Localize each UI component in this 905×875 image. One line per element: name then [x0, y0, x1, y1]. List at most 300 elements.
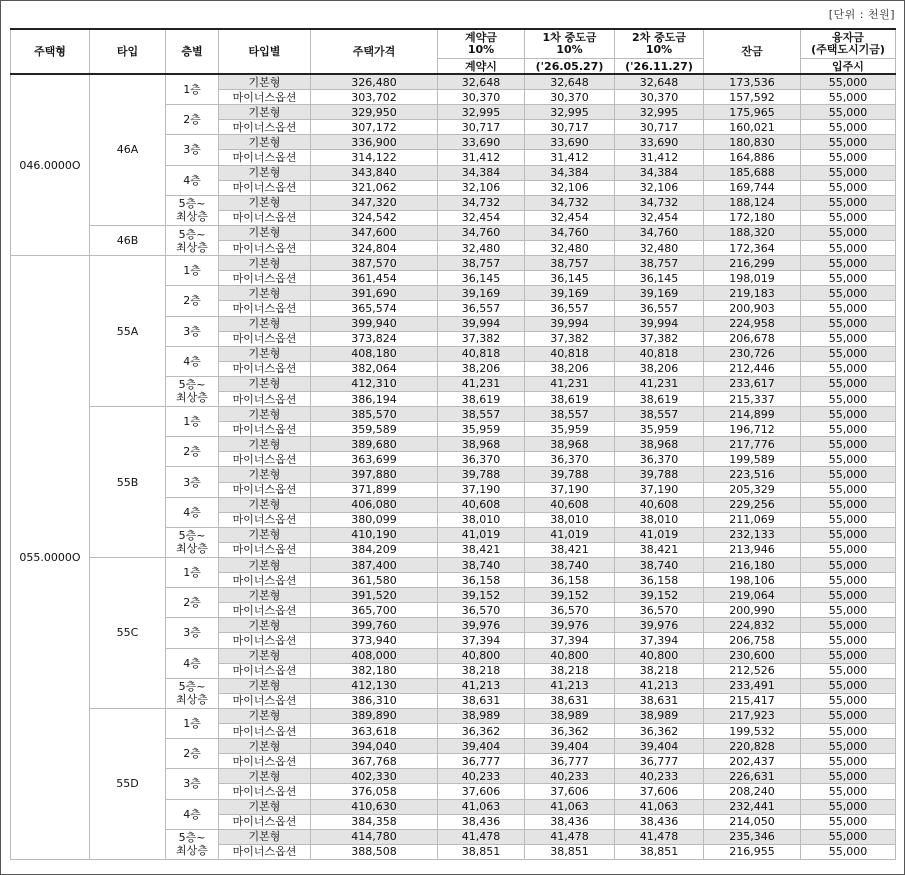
deposit-cell: 35,959	[438, 422, 525, 437]
mid2-cell: 32,480	[615, 241, 704, 256]
deposit-cell: 36,362	[438, 724, 525, 739]
deposit-cell: 37,606	[438, 784, 525, 799]
table-header	[11, 29, 896, 74]
balance-cell: 173,536	[704, 74, 801, 90]
price-cell: 307,172	[311, 120, 438, 135]
price-cell: 376,058	[311, 784, 438, 799]
loan-cell: 55,000	[801, 437, 896, 452]
mid2-cell: 36,362	[615, 724, 704, 739]
header-mid1: 1차 중도금 10%	[525, 29, 615, 59]
header-floor: 층별	[166, 29, 219, 74]
deposit-cell: 34,732	[438, 195, 525, 210]
mid1-cell: 39,169	[525, 286, 615, 301]
mid1-cell: 30,717	[525, 120, 615, 135]
balance-cell: 217,923	[704, 708, 801, 723]
balance-cell: 164,886	[704, 150, 801, 165]
balance-cell: 188,124	[704, 195, 801, 210]
balance-cell: 217,776	[704, 437, 801, 452]
floor-cell: 5층~ 최상층	[166, 829, 219, 859]
deposit-cell: 38,421	[438, 542, 525, 557]
deposit-cell: 34,384	[438, 165, 525, 180]
floor-cell: 1층	[166, 407, 219, 437]
mid1-cell: 38,010	[525, 512, 615, 527]
price-cell: 336,900	[311, 135, 438, 150]
price-cell: 385,570	[311, 407, 438, 422]
mid2-cell: 38,740	[615, 558, 704, 573]
mid1-cell: 37,394	[525, 633, 615, 648]
loan-cell: 55,000	[801, 90, 896, 105]
floor-cell: 5층~ 최상층	[166, 678, 219, 708]
mid2-cell: 37,190	[615, 482, 704, 497]
mid2-cell: 30,370	[615, 90, 704, 105]
loan-cell: 55,000	[801, 135, 896, 150]
mid1-cell: 32,648	[525, 74, 615, 90]
mid1-cell: 41,063	[525, 799, 615, 814]
mid2-cell: 32,995	[615, 105, 704, 120]
loan-cell: 55,000	[801, 391, 896, 406]
deposit-cell: 38,010	[438, 512, 525, 527]
balance-cell: 219,183	[704, 286, 801, 301]
housing-type-cell: 046.0000O	[11, 74, 90, 256]
deposit-cell: 38,206	[438, 361, 525, 376]
balance-cell: 200,990	[704, 603, 801, 618]
balance-cell: 206,758	[704, 633, 801, 648]
balance-cell: 198,019	[704, 271, 801, 286]
mid1-cell: 41,478	[525, 829, 615, 844]
price-cell: 408,180	[311, 346, 438, 361]
price-cell: 367,768	[311, 754, 438, 769]
loan-cell: 55,000	[801, 603, 896, 618]
mid2-cell: 30,717	[615, 120, 704, 135]
balance-cell: 230,600	[704, 648, 801, 663]
deposit-cell: 37,394	[438, 633, 525, 648]
deposit-cell: 40,800	[438, 648, 525, 663]
mid1-cell: 36,557	[525, 301, 615, 316]
option-cell: 마이너스옵션	[219, 241, 311, 256]
balance-cell: 188,320	[704, 225, 801, 240]
deposit-cell: 39,994	[438, 316, 525, 331]
mid1-cell: 36,777	[525, 754, 615, 769]
mid2-cell: 41,019	[615, 527, 704, 542]
mid2-cell: 35,959	[615, 422, 704, 437]
balance-cell: 172,180	[704, 210, 801, 225]
mid1-cell: 36,158	[525, 573, 615, 588]
loan-cell: 55,000	[801, 648, 896, 663]
deposit-cell: 32,480	[438, 241, 525, 256]
loan-cell: 55,000	[801, 256, 896, 271]
price-table	[10, 28, 896, 860]
option-cell: 기본형	[219, 286, 311, 301]
loan-cell: 55,000	[801, 165, 896, 180]
option-cell: 기본형	[219, 407, 311, 422]
mid1-cell: 41,213	[525, 678, 615, 693]
option-cell: 마이너스옵션	[219, 633, 311, 648]
mid1-cell: 35,959	[525, 422, 615, 437]
balance-cell: 200,903	[704, 301, 801, 316]
mid1-cell: 32,480	[525, 241, 615, 256]
balance-cell: 169,744	[704, 180, 801, 195]
price-cell: 343,840	[311, 165, 438, 180]
price-cell: 363,699	[311, 452, 438, 467]
price-cell: 391,520	[311, 588, 438, 603]
table-body	[11, 74, 896, 859]
price-cell: 394,040	[311, 739, 438, 754]
loan-cell: 55,000	[801, 120, 896, 135]
option-cell: 마이너스옵션	[219, 90, 311, 105]
balance-cell: 172,364	[704, 241, 801, 256]
option-cell: 기본형	[219, 739, 311, 754]
table-row	[11, 558, 896, 573]
option-cell: 기본형	[219, 376, 311, 391]
mid1-cell: 38,989	[525, 708, 615, 723]
floor-cell: 5층~ 최상층	[166, 195, 219, 225]
balance-cell: 198,106	[704, 573, 801, 588]
balance-cell: 233,617	[704, 376, 801, 391]
price-cell: 365,700	[311, 603, 438, 618]
deposit-cell: 33,690	[438, 135, 525, 150]
balance-cell: 216,299	[704, 256, 801, 271]
balance-cell: 232,441	[704, 799, 801, 814]
option-cell: 기본형	[219, 467, 311, 482]
deposit-cell: 36,570	[438, 603, 525, 618]
loan-cell: 55,000	[801, 799, 896, 814]
floor-cell: 4층	[166, 799, 219, 829]
header-mid1-date: ('26.05.27)	[525, 59, 615, 75]
mid1-cell: 38,557	[525, 407, 615, 422]
floor-cell: 3층	[166, 618, 219, 648]
mid2-cell: 37,394	[615, 633, 704, 648]
mid1-cell: 38,619	[525, 391, 615, 406]
loan-cell: 55,000	[801, 407, 896, 422]
balance-cell: 208,240	[704, 784, 801, 799]
option-cell: 기본형	[219, 105, 311, 120]
floor-cell: 5층~ 최상층	[166, 376, 219, 406]
deposit-cell: 38,619	[438, 391, 525, 406]
floor-cell: 5층~ 최상층	[166, 527, 219, 557]
header-deposit: 계약금 10%	[438, 29, 525, 59]
loan-cell: 55,000	[801, 482, 896, 497]
header-balance: 잔금	[704, 29, 801, 74]
option-cell: 기본형	[219, 497, 311, 512]
loan-cell: 55,000	[801, 724, 896, 739]
mid2-cell: 31,412	[615, 150, 704, 165]
loan-cell: 55,000	[801, 663, 896, 678]
price-cell: 402,330	[311, 769, 438, 784]
loan-cell: 55,000	[801, 829, 896, 844]
loan-cell: 55,000	[801, 769, 896, 784]
deposit-cell: 38,851	[438, 844, 525, 859]
option-cell: 기본형	[219, 74, 311, 90]
balance-cell: 213,946	[704, 542, 801, 557]
mid1-cell: 41,231	[525, 376, 615, 391]
option-cell: 기본형	[219, 165, 311, 180]
deposit-cell: 38,968	[438, 437, 525, 452]
price-cell: 329,950	[311, 105, 438, 120]
loan-cell: 55,000	[801, 241, 896, 256]
price-cell: 414,780	[311, 829, 438, 844]
floor-cell: 1층	[166, 74, 219, 105]
option-cell: 기본형	[219, 648, 311, 663]
price-cell: 303,702	[311, 90, 438, 105]
price-cell: 359,589	[311, 422, 438, 437]
loan-cell: 55,000	[801, 618, 896, 633]
loan-cell: 55,000	[801, 739, 896, 754]
option-cell: 기본형	[219, 588, 311, 603]
option-cell: 마이너스옵션	[219, 573, 311, 588]
price-cell: 382,180	[311, 663, 438, 678]
loan-cell: 55,000	[801, 542, 896, 557]
balance-cell: 199,532	[704, 724, 801, 739]
mid2-cell: 40,233	[615, 769, 704, 784]
option-cell: 마이너스옵션	[219, 542, 311, 557]
header-type-option: 타입별	[219, 29, 311, 74]
mid2-cell: 37,606	[615, 784, 704, 799]
price-cell: 387,400	[311, 558, 438, 573]
option-cell: 기본형	[219, 316, 311, 331]
floor-cell: 1층	[166, 708, 219, 738]
mid2-cell: 39,976	[615, 618, 704, 633]
loan-cell: 55,000	[801, 844, 896, 859]
option-cell: 마이너스옵션	[219, 754, 311, 769]
deposit-cell: 31,412	[438, 150, 525, 165]
option-cell: 기본형	[219, 256, 311, 271]
loan-cell: 55,000	[801, 271, 896, 286]
mid2-cell: 39,152	[615, 588, 704, 603]
mid1-cell: 32,995	[525, 105, 615, 120]
deposit-cell: 41,213	[438, 678, 525, 693]
floor-cell: 1층	[166, 558, 219, 588]
table-row	[11, 225, 896, 240]
price-cell: 361,454	[311, 271, 438, 286]
option-cell: 기본형	[219, 135, 311, 150]
mid2-cell: 38,557	[615, 407, 704, 422]
deposit-cell: 38,989	[438, 708, 525, 723]
loan-cell: 55,000	[801, 678, 896, 693]
loan-cell: 55,000	[801, 708, 896, 723]
deposit-cell: 32,648	[438, 74, 525, 90]
mid2-cell: 39,169	[615, 286, 704, 301]
mid2-cell: 36,777	[615, 754, 704, 769]
mid2-cell: 32,648	[615, 74, 704, 90]
balance-cell: 232,133	[704, 527, 801, 542]
mid1-cell: 40,800	[525, 648, 615, 663]
price-cell: 389,680	[311, 437, 438, 452]
balance-cell: 214,050	[704, 814, 801, 829]
deposit-cell: 39,976	[438, 618, 525, 633]
price-cell: 326,480	[311, 74, 438, 90]
price-cell: 406,080	[311, 497, 438, 512]
mid1-cell: 36,370	[525, 452, 615, 467]
deposit-cell: 39,404	[438, 739, 525, 754]
balance-cell: 202,437	[704, 754, 801, 769]
price-cell: 380,099	[311, 512, 438, 527]
mid1-cell: 34,384	[525, 165, 615, 180]
mid1-cell: 39,994	[525, 316, 615, 331]
floor-cell: 2층	[166, 437, 219, 467]
deposit-cell: 41,019	[438, 527, 525, 542]
table-row	[11, 256, 896, 271]
price-cell: 347,600	[311, 225, 438, 240]
price-cell: 373,940	[311, 633, 438, 648]
balance-cell: 160,021	[704, 120, 801, 135]
option-cell: 마이너스옵션	[219, 120, 311, 135]
balance-cell: 229,256	[704, 497, 801, 512]
deposit-cell: 36,145	[438, 271, 525, 286]
mid2-cell: 38,631	[615, 693, 704, 708]
price-cell: 389,890	[311, 708, 438, 723]
deposit-cell: 36,557	[438, 301, 525, 316]
mid1-cell: 30,370	[525, 90, 615, 105]
loan-cell: 55,000	[801, 210, 896, 225]
mid2-cell: 40,800	[615, 648, 704, 663]
price-cell: 397,880	[311, 467, 438, 482]
price-cell: 412,130	[311, 678, 438, 693]
floor-cell: 5층~ 최상층	[166, 225, 219, 255]
deposit-cell: 30,370	[438, 90, 525, 105]
mid1-cell: 37,382	[525, 331, 615, 346]
mid2-cell: 36,570	[615, 603, 704, 618]
mid2-cell: 36,145	[615, 271, 704, 286]
price-cell: 410,190	[311, 527, 438, 542]
option-cell: 기본형	[219, 437, 311, 452]
loan-cell: 55,000	[801, 301, 896, 316]
loan-cell: 55,000	[801, 784, 896, 799]
loan-cell: 55,000	[801, 452, 896, 467]
loan-cell: 55,000	[801, 74, 896, 90]
option-cell: 마이너스옵션	[219, 844, 311, 859]
balance-cell: 212,446	[704, 361, 801, 376]
option-cell: 기본형	[219, 708, 311, 723]
loan-cell: 55,000	[801, 512, 896, 527]
deposit-cell: 40,818	[438, 346, 525, 361]
deposit-cell: 41,478	[438, 829, 525, 844]
floor-cell: 1층	[166, 256, 219, 286]
loan-cell: 55,000	[801, 527, 896, 542]
mid2-cell: 37,382	[615, 331, 704, 346]
deposit-cell: 38,436	[438, 814, 525, 829]
header-movein: 입주시	[801, 59, 896, 75]
price-cell: 386,194	[311, 391, 438, 406]
mid1-cell: 41,019	[525, 527, 615, 542]
unit-label: [단위 : 천원]	[828, 8, 895, 21]
header-type: 타입	[90, 29, 166, 74]
loan-cell: 55,000	[801, 467, 896, 482]
mid2-cell: 38,421	[615, 542, 704, 557]
table-row	[11, 708, 896, 723]
type-cell: 55A	[90, 256, 166, 407]
mid2-cell: 38,757	[615, 256, 704, 271]
deposit-cell: 36,370	[438, 452, 525, 467]
mid2-cell: 39,994	[615, 316, 704, 331]
mid2-cell: 34,732	[615, 195, 704, 210]
deposit-cell: 30,717	[438, 120, 525, 135]
price-cell: 388,508	[311, 844, 438, 859]
mid1-cell: 38,421	[525, 542, 615, 557]
loan-cell: 55,000	[801, 376, 896, 391]
price-cell: 365,574	[311, 301, 438, 316]
price-cell: 391,690	[311, 286, 438, 301]
balance-cell: 205,329	[704, 482, 801, 497]
loan-cell: 55,000	[801, 422, 896, 437]
header-loan: 융자금 (주택도시기금)	[801, 29, 896, 59]
deposit-cell: 38,631	[438, 693, 525, 708]
option-cell: 마이너스옵션	[219, 150, 311, 165]
option-cell: 기본형	[219, 527, 311, 542]
option-cell: 기본형	[219, 618, 311, 633]
mid1-cell: 38,757	[525, 256, 615, 271]
deposit-cell: 41,231	[438, 376, 525, 391]
price-cell: 314,122	[311, 150, 438, 165]
mid2-cell: 38,436	[615, 814, 704, 829]
mid2-cell: 38,968	[615, 437, 704, 452]
loan-cell: 55,000	[801, 573, 896, 588]
balance-cell: 211,069	[704, 512, 801, 527]
balance-cell: 226,631	[704, 769, 801, 784]
mid1-cell: 39,404	[525, 739, 615, 754]
balance-cell: 230,726	[704, 346, 801, 361]
balance-cell: 196,712	[704, 422, 801, 437]
price-cell: 387,570	[311, 256, 438, 271]
price-cell: 361,580	[311, 573, 438, 588]
price-cell: 382,064	[311, 361, 438, 376]
option-cell: 마이너스옵션	[219, 784, 311, 799]
floor-cell: 4층	[166, 346, 219, 376]
loan-cell: 55,000	[801, 754, 896, 769]
balance-cell: 224,958	[704, 316, 801, 331]
type-cell: 46A	[90, 74, 166, 225]
option-cell: 마이너스옵션	[219, 603, 311, 618]
floor-cell: 2층	[166, 588, 219, 618]
balance-cell: 206,678	[704, 331, 801, 346]
option-cell: 기본형	[219, 678, 311, 693]
price-cell: 373,824	[311, 331, 438, 346]
mid2-cell: 39,788	[615, 467, 704, 482]
deposit-cell: 32,454	[438, 210, 525, 225]
option-cell: 마이너스옵션	[219, 663, 311, 678]
mid1-cell: 34,732	[525, 195, 615, 210]
mid2-cell: 36,557	[615, 301, 704, 316]
deposit-cell: 40,608	[438, 497, 525, 512]
mid2-cell: 33,690	[615, 135, 704, 150]
deposit-cell: 36,158	[438, 573, 525, 588]
floor-cell: 2층	[166, 739, 219, 769]
mid2-cell: 36,158	[615, 573, 704, 588]
loan-cell: 55,000	[801, 497, 896, 512]
mid1-cell: 40,608	[525, 497, 615, 512]
mid2-cell: 38,851	[615, 844, 704, 859]
loan-cell: 55,000	[801, 346, 896, 361]
floor-cell: 3층	[166, 135, 219, 165]
option-cell: 기본형	[219, 558, 311, 573]
mid1-cell: 36,362	[525, 724, 615, 739]
mid2-cell: 34,760	[615, 225, 704, 240]
type-cell: 55D	[90, 708, 166, 859]
option-cell: 기본형	[219, 769, 311, 784]
mid1-cell: 33,690	[525, 135, 615, 150]
option-cell: 기본형	[219, 195, 311, 210]
balance-cell: 235,346	[704, 829, 801, 844]
deposit-cell: 39,788	[438, 467, 525, 482]
mid2-cell: 40,608	[615, 497, 704, 512]
price-cell: 412,310	[311, 376, 438, 391]
floor-cell: 4층	[166, 497, 219, 527]
mid2-cell: 41,231	[615, 376, 704, 391]
balance-cell: 216,955	[704, 844, 801, 859]
mid2-cell: 32,454	[615, 210, 704, 225]
header-housing-type: 주택형	[11, 29, 90, 74]
header-mid2-date: ('26.11.27)	[615, 59, 704, 75]
balance-cell: 212,526	[704, 663, 801, 678]
